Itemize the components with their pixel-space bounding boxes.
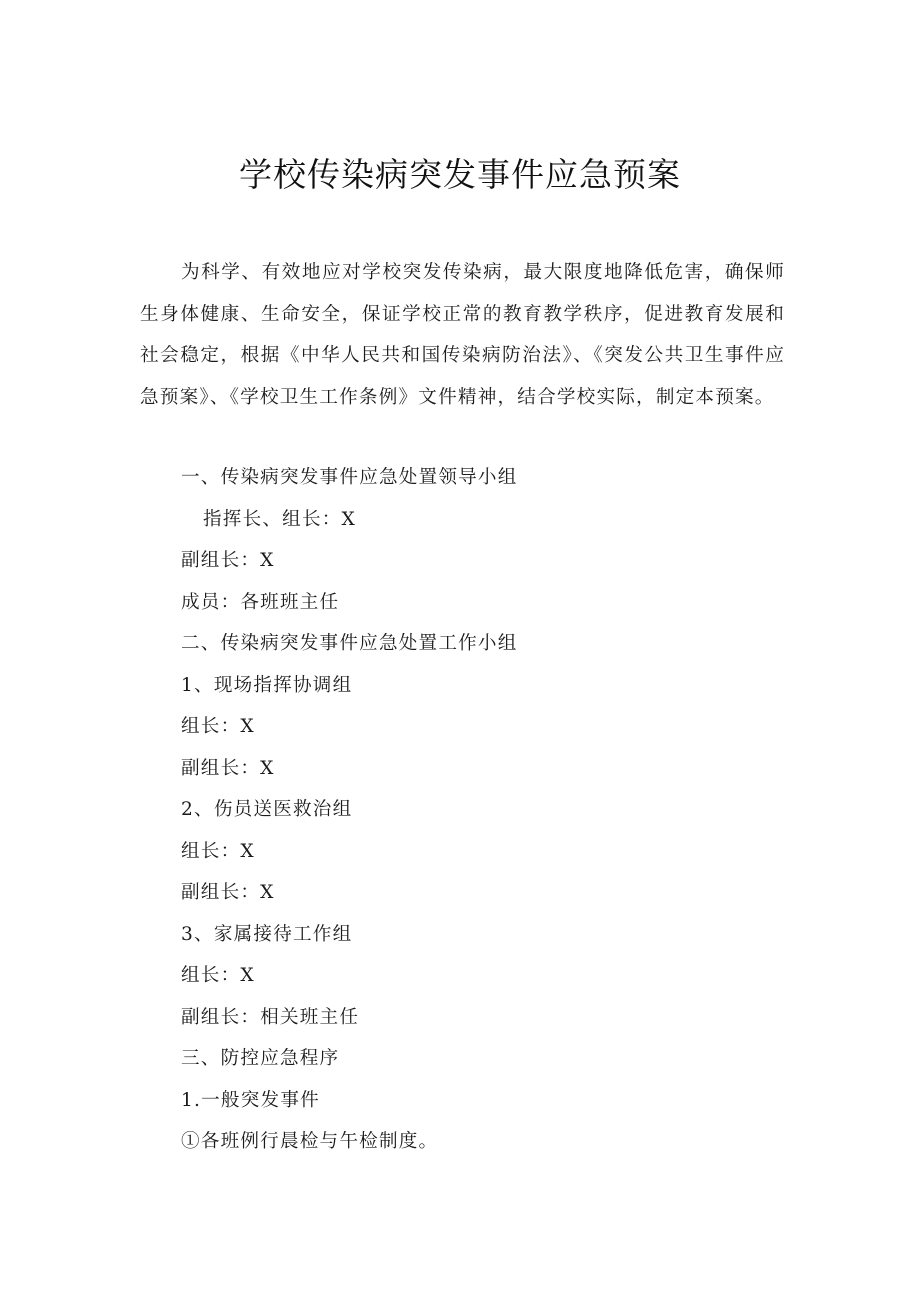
deputy-leader-line: 副组长：X	[181, 882, 275, 903]
subgroup-coordination: 1、现场指挥协调组	[181, 675, 353, 696]
subgroup-medical: 2、伤员送医救治组	[181, 799, 353, 820]
deputy-leader-line: 副组长：X	[181, 758, 275, 779]
deputy-leader-line: 副组长：X	[181, 550, 275, 571]
subgroup-family-reception: 3、家属接待工作组	[181, 924, 353, 945]
leader-line: 组长：X	[181, 841, 255, 862]
section-heading-procedure: 三、防控应急程序	[181, 1048, 340, 1069]
procedure-item-1: ①各班例行晨检与午检制度。	[181, 1131, 439, 1152]
leader-line: 组长：X	[181, 965, 255, 986]
subsection-general-event: 1.一般突发事件	[181, 1090, 320, 1111]
commander-line: 指挥长、组长：X	[203, 509, 356, 530]
intro-paragraph: 为科学、有效地应对学校突发传染病，最大限度地降低危害，确保师生身体健康、生命安全，保证学校正常的教育教学秩序，促进教育发展和社会稳定，根据《中华人民共和国传染病防治法》、《突发公共卫生事件应急预案》、《学校卫生工作条例》文件精神，结合学校实际，制定本预案。	[140, 262, 785, 408]
deputy-leader-line: 副组长：相关班主任	[181, 1007, 360, 1028]
members-line: 成员：各班班主任	[181, 592, 340, 613]
section-heading-leadership-group: 一、传染病突发事件应急处置领导小组	[181, 467, 518, 488]
document-title: 学校传染病突发事件应急预案	[239, 155, 681, 194]
leader-line: 组长：X	[181, 716, 255, 737]
section-heading-work-group: 二、传染病突发事件应急处置工作小组	[181, 633, 518, 654]
